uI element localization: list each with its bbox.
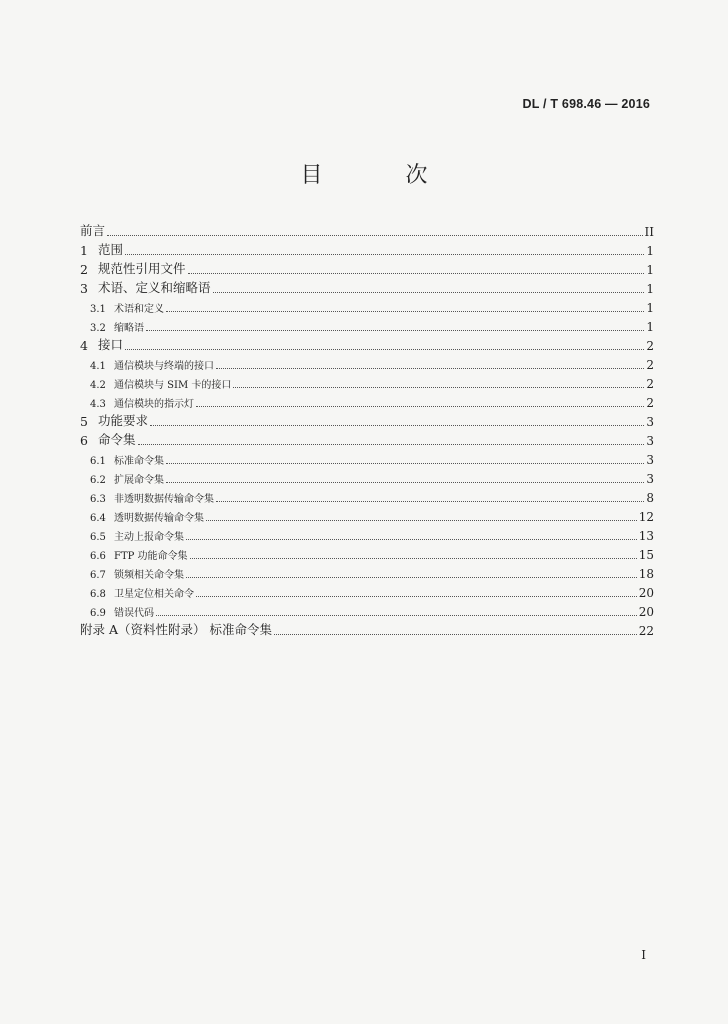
- toc-entry[interactable]: [80, 467, 654, 486]
- toc-leader-dots: [196, 405, 644, 407]
- toc-leader-dots: [186, 538, 637, 540]
- toc-entry-page: 2: [646, 377, 654, 391]
- toc-entry-label: 前言: [80, 223, 106, 238]
- toc-entry-page: 3: [646, 415, 654, 429]
- toc-entry-label: 卫星定位相关命令: [114, 589, 194, 600]
- toc-entry-number: 6: [80, 433, 88, 448]
- toc-entry-label: 扩展命令集: [114, 475, 164, 486]
- toc-entry[interactable]: [80, 220, 654, 239]
- toc-leader-dots: [216, 500, 644, 502]
- toc-entry-label: 术语、定义和缩略语: [98, 280, 211, 295]
- toc-entry-page: 15: [638, 548, 654, 562]
- toc-entry-page: 22: [638, 624, 654, 638]
- document-code: DL / T 698.46 — 2016: [522, 97, 650, 111]
- toc-entry-page: 8: [646, 491, 654, 505]
- toc-leader-dots: [188, 272, 645, 274]
- toc-leader-dots: [156, 614, 637, 616]
- toc-entry-label: 通信模块的指示灯: [114, 399, 194, 410]
- toc-leader-dots: [138, 443, 645, 445]
- toc-entry[interactable]: [80, 486, 654, 505]
- toc-entry[interactable]: [80, 562, 654, 581]
- toc-entry[interactable]: [80, 410, 654, 429]
- toc-leader-dots: [166, 310, 644, 312]
- toc-leader-dots: [190, 557, 637, 559]
- toc-entry-page: 2: [646, 396, 654, 410]
- toc-entry-page: 3: [646, 472, 654, 486]
- toc-entry-label: 主动上报命令集: [114, 532, 184, 543]
- toc-entry-page: 3: [646, 453, 654, 467]
- toc-entry-label: 错误代码: [114, 608, 154, 619]
- toc-entry-number: 1: [80, 243, 88, 258]
- toc-entry-number: 3: [80, 281, 88, 296]
- toc-entry[interactable]: [80, 619, 654, 638]
- toc-entry[interactable]: [80, 429, 654, 448]
- toc-entry[interactable]: [80, 372, 654, 391]
- toc-entry[interactable]: [80, 505, 654, 524]
- toc-leader-dots: [125, 253, 644, 255]
- toc-entry-label: 功能要求: [98, 413, 149, 428]
- toc-leader-dots: [146, 329, 644, 331]
- toc-entry-page: 2: [646, 358, 654, 372]
- toc-entry-label: 锁频相关命令集: [114, 570, 184, 581]
- toc-entry-label: 附录 A（资料性附录） 标准命令集: [80, 622, 272, 637]
- toc-entry-label: 接口: [98, 337, 124, 352]
- toc-entry[interactable]: [80, 543, 654, 562]
- toc-entry-label: 范围: [98, 242, 124, 257]
- toc-entry-number: 6.1: [90, 456, 106, 467]
- toc-entry-page: 2: [646, 339, 654, 353]
- toc-entry[interactable]: [80, 391, 654, 410]
- toc-entry-page: 1: [646, 282, 654, 296]
- table-of-contents: [80, 220, 654, 638]
- toc-entry-number: 6.3: [90, 494, 106, 505]
- toc-entry-label: 通信模块与终端的接口: [114, 361, 214, 372]
- toc-entry[interactable]: [80, 353, 654, 372]
- toc-leader-dots: [213, 291, 645, 293]
- toc-entry-page: 3: [646, 434, 654, 448]
- toc-entry-page: 1: [646, 301, 654, 315]
- toc-entry-label: 非透明数据传输命令集: [114, 494, 214, 505]
- toc-entry-number: 4.2: [90, 380, 106, 391]
- toc-leader-dots: [196, 595, 637, 597]
- toc-leader-dots: [186, 576, 637, 578]
- toc-entry-label: 标准命令集: [114, 456, 164, 467]
- toc-entry[interactable]: [80, 448, 654, 467]
- toc-entry-number: 3.1: [90, 304, 106, 315]
- toc-entry-number: 2: [80, 262, 88, 277]
- page-title: 目 次: [300, 163, 466, 188]
- toc-entry-page: 12: [638, 510, 654, 524]
- toc-entry[interactable]: [80, 277, 654, 296]
- toc-entry-page: 1: [646, 244, 654, 258]
- toc-entry[interactable]: [80, 296, 654, 315]
- toc-entry-page: II: [644, 225, 654, 239]
- toc-entry[interactable]: [80, 334, 654, 353]
- toc-entry-number: 6.8: [90, 589, 106, 600]
- toc-entry-page: 20: [638, 586, 654, 600]
- toc-entry-page: 1: [646, 263, 654, 277]
- toc-leader-dots: [166, 462, 644, 464]
- toc-leader-dots: [125, 348, 644, 350]
- page-number: I: [641, 948, 646, 962]
- toc-entry-label: 缩略语: [114, 323, 144, 334]
- toc-entry-label: 命令集: [98, 432, 136, 447]
- toc-entry-number: 5: [80, 414, 88, 429]
- toc-leader-dots: [206, 519, 637, 521]
- toc-entry-page: 20: [638, 605, 654, 619]
- toc-entry[interactable]: [80, 524, 654, 543]
- toc-entry-label: 透明数据传输命令集: [114, 513, 204, 524]
- toc-entry[interactable]: [80, 600, 654, 619]
- toc-entry-number: 3.2: [90, 323, 106, 334]
- toc-entry-number: 6.2: [90, 475, 106, 486]
- toc-entry-number: 4: [80, 338, 88, 353]
- toc-entry-label: 术语和定义: [114, 304, 164, 315]
- toc-entry-page: 13: [638, 529, 654, 543]
- toc-entry-number: 6.4: [90, 513, 106, 524]
- toc-entry-number: 4.3: [90, 399, 106, 410]
- toc-entry-page: 18: [638, 567, 654, 581]
- toc-leader-dots: [166, 481, 644, 483]
- toc-entry-number: 6.5: [90, 532, 106, 543]
- toc-leader-dots: [107, 234, 643, 236]
- toc-leader-dots: [233, 386, 644, 388]
- toc-entry-number: 4.1: [90, 361, 106, 372]
- toc-entry-number: 6.7: [90, 570, 106, 581]
- toc-entry[interactable]: [80, 581, 654, 600]
- toc-leader-dots: [216, 367, 644, 369]
- toc-entry-number: 6.6: [90, 551, 106, 562]
- toc-entry-label: 通信模块与 SIM 卡的接口: [114, 380, 232, 391]
- toc-entry-number: 6.9: [90, 608, 106, 619]
- toc-leader-dots: [274, 633, 637, 635]
- toc-leader-dots: [150, 424, 644, 426]
- toc-entry-page: 1: [646, 320, 654, 334]
- toc-entry[interactable]: [80, 315, 654, 334]
- toc-entry[interactable]: [80, 258, 654, 277]
- toc-entry-label: 规范性引用文件: [98, 261, 186, 276]
- toc-entry-label: FTP 功能命令集: [114, 551, 188, 562]
- toc-entry[interactable]: [80, 239, 654, 258]
